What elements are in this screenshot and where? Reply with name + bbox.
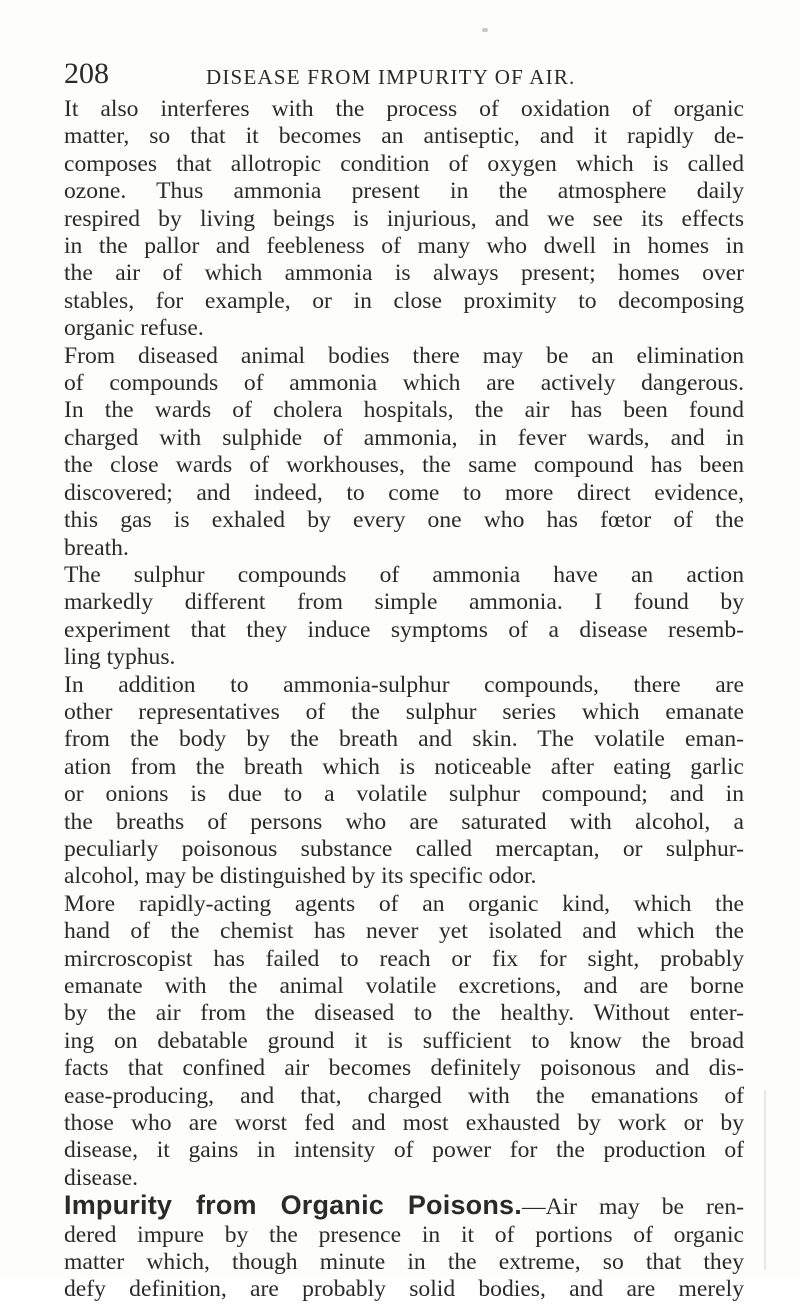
text-line: other representatives of the sulphur series which emanate <box>64 698 744 725</box>
text-line: from the body by the breath and skin. The volatile eman- <box>64 726 744 753</box>
page-number: 208 <box>64 57 109 90</box>
text-line: markedly different from simple ammonia. I found by <box>64 589 744 616</box>
text-line: peculiarly poisonous substance called mercaptan, or sulphur- <box>64 835 744 862</box>
paragraph-1 <box>64 96 744 343</box>
text-line: alcohol, may be distinguished by its specific odor. <box>64 863 537 890</box>
text-line: hand of the chemist has never yet isolated and which the <box>64 918 744 945</box>
text-line: dered impure by the presence in it of portions of organic <box>64 1221 744 1248</box>
paragraph-3 <box>64 562 744 672</box>
running-head <box>64 56 754 96</box>
section-heading-continuation: —Air may be ren- <box>521 1194 744 1221</box>
paragraph-2 <box>64 343 744 562</box>
text-line: matter which, though minute in the extreme, so that they <box>64 1249 744 1276</box>
text-line: ozone. Thus ammonia present in the atmosphere daily <box>64 178 744 205</box>
text-line: discovered; and indeed, to come to more direct evidence, <box>64 479 744 506</box>
text-line: composes that allotropic condition of oxygen which is called <box>64 150 744 177</box>
paragraph-4 <box>64 672 744 891</box>
text-line: In addition to ammonia-sulphur compounds, there are <box>64 671 744 698</box>
text-line: the air of which ammonia is always present; homes over <box>64 260 744 287</box>
text-line: the close wards of workhouses, the same compound has been <box>64 452 744 479</box>
text-line: this gas is exhaled by every one who has fœtor of the <box>64 507 744 534</box>
print-speck <box>482 28 488 32</box>
section-heading: Impurity from Organic Poisons. <box>64 1190 522 1221</box>
text-line: ing on debatable ground it is sufficient to know the broad <box>64 1027 744 1054</box>
running-title: DISEASE FROM IMPURITY OF AIR. <box>206 65 576 89</box>
text-line: mircroscopist has failed to reach or fix for sight, probably <box>64 945 744 972</box>
paragraph-5 <box>64 891 744 1192</box>
text-line: the breaths of persons who are saturated with alcohol, a <box>64 808 744 835</box>
text-line: From diseased animal bodies there may be an elimination <box>64 342 744 369</box>
text-line: organic refuse. <box>64 315 204 342</box>
text-line: matter, so that it becomes an antiseptic, and it rapidly de- <box>64 123 744 150</box>
text-line: emanate with the animal volatile excretions, and are borne <box>64 973 744 999</box>
text-line: In the wards of cholera hospitals, the air has been found <box>64 397 744 424</box>
text-line: experiment that they induce symptoms of a disease resemb- <box>64 616 744 643</box>
text-line: disease. <box>64 1164 139 1191</box>
text-line: disease, it gains in intensity of power for the production of <box>64 1137 744 1164</box>
section-first-line <box>64 1192 744 1221</box>
text-line: by the air from the diseased to the healthy. Without enter- <box>64 1000 744 1027</box>
text-line: ease-producing, and that, charged with the emanations of <box>64 1082 744 1109</box>
text-line: in the pallor and feebleness of many who dwell in homes in <box>64 233 744 260</box>
text-line: of compounds of ammonia which are actively dangerous. <box>64 370 744 397</box>
page-edge-shadow <box>764 1090 766 1270</box>
text-line: ation from the breath which is noticeable after eating garlic <box>64 753 744 780</box>
text-line: facts that confined air becomes definitely poisonous and dis- <box>64 1055 744 1082</box>
text-line: charged with sulphide of ammonia, in fever wards, and in <box>64 424 744 451</box>
text-line: The sulphur compounds of ammonia have an action <box>64 561 744 588</box>
text-line: More rapidly-acting agents of an organic kind, which the <box>64 890 744 917</box>
text-line: It also interferes with the process of oxidation of organic <box>64 96 744 122</box>
text-line: defy definition, are probably solid bodies, and are merely <box>64 1276 744 1303</box>
text-line: breath. <box>64 534 129 561</box>
text-line: respired by living beings is injurious, and we see its effects <box>64 205 744 232</box>
text-line: ling typhus. <box>64 644 176 671</box>
section-impurity-organic-poisons <box>64 1192 744 1304</box>
text-line: those who are worst fed and most exhausted by work or by <box>64 1110 744 1137</box>
text-line: or onions is due to a volatile sulphur compound; and in <box>64 781 744 808</box>
text-line: stables, for example, or in close proximity to decomposing <box>64 287 744 314</box>
body-text <box>64 96 744 1304</box>
